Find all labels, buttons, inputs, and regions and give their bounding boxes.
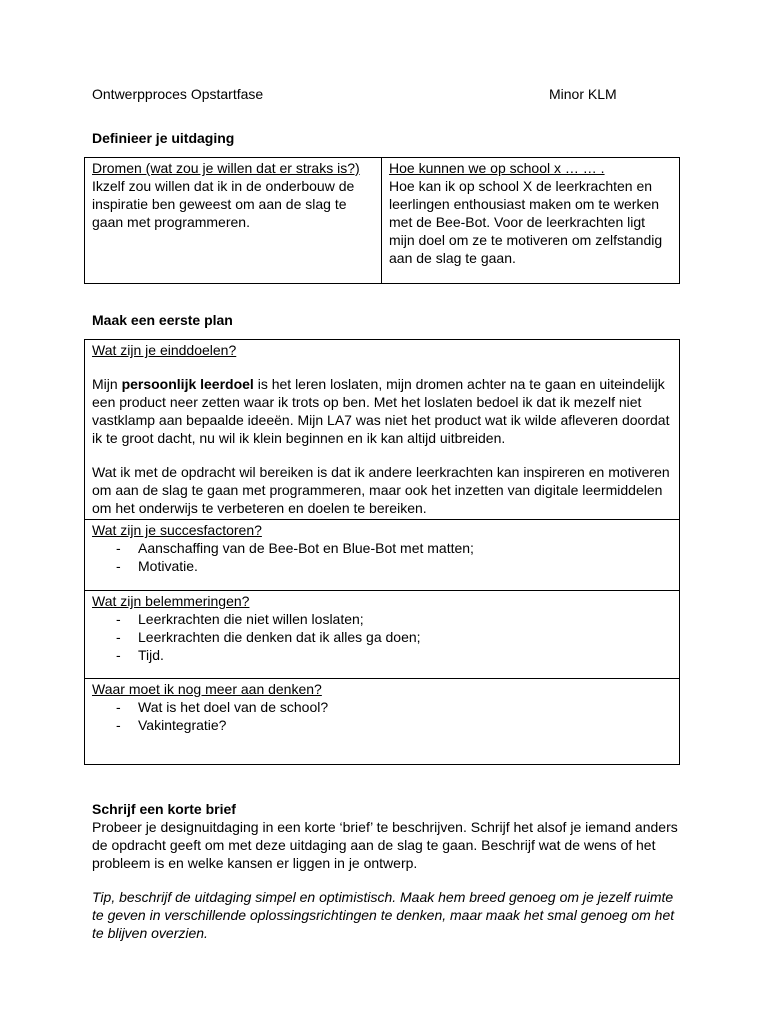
page-header — [92, 86, 676, 104]
obstacles-heading: Wat zijn belemmeringen? — [92, 593, 250, 609]
goals-paragraph-1: Mijn persoonlijk leerdoel is het leren loslaten, mijn dromen achter na te gaan en uiteindelijk een product neer zetten waar ik trots op ben. Met het loslaten bedoel ik dat ik mezelf niet vastklamp aan bepaalde ideeën. Mijn LA7 was niet het product wat ik wilde afleveren doordat ik te groot dacht, nu wil ik klein beginnen en ik kan altijd uitbreiden. — [92, 376, 670, 446]
section-title-challenge: Definieer je uitdaging — [92, 130, 235, 146]
obstacles-cell — [85, 591, 680, 679]
list-item: - Wat is het doel van de school? — [116, 698, 672, 716]
section-title-plan: Maak een eerste plan — [92, 312, 233, 328]
how-might-we-cell — [382, 158, 680, 284]
list-item: - Tijd. — [116, 646, 672, 664]
list-item: - Aanschaffing van de Bee-Bot en Blue-Bot met matten; — [116, 539, 672, 557]
challenge-table — [84, 157, 680, 284]
header-title: Ontwerpproces Opstartfase — [92, 86, 264, 102]
goals-paragraph-2: Wat ik met de opdracht wil bereiken is dat ik andere leerkrachten kan inspireren en motiveren om aan de slag te gaan met programmeren, maar ook het inzetten van digitale leermiddelen om het onderwijs te verbeteren en doelen te bereiken. — [92, 464, 670, 516]
goals-cell — [85, 340, 680, 520]
brief-section — [92, 800, 682, 942]
goals-heading: Wat zijn je einddoelen? — [92, 342, 237, 358]
success-cell — [85, 520, 680, 591]
how-might-we-heading: Hoe kunnen we op school x … … . — [389, 160, 605, 176]
learning-goal-bold: persoonlijk leerdoel — [121, 376, 254, 392]
success-heading: Wat zijn je succesfactoren? — [92, 522, 262, 538]
section-title-brief: Schrijf een korte brief — [92, 801, 236, 817]
list-item: - Motivatie. — [116, 557, 672, 575]
how-might-we-body: Hoe kan ik op school X de leerkrachten en leerlingen enthousiast maken om te werken met de Bee-Bot. Voor de leerkrachten ligt mijn doel om ze te motiveren om zelfstandig aan de slag te gaan. — [389, 178, 663, 266]
obstacles-list — [92, 610, 672, 664]
consider-heading: Waar moet ik nog meer aan denken? — [92, 681, 322, 697]
dreams-body: Ikzelf zou willen dat ik in de onderbouw de inspiratie ben geweest om aan de slag te gaan met programmeren. — [92, 178, 355, 230]
success-list — [92, 539, 672, 575]
list-item: - Leerkrachten die denken dat ik alles ga doen; — [116, 628, 672, 646]
brief-tip: Tip, beschrijf de uitdaging simpel en optimistisch. Maak hem breed genoeg om je jezelf ruimte te geven in verschillende oplossingsrichtingen te denken, maar maak het smal genoeg om het te blijven overzien. — [92, 889, 675, 941]
brief-body: Probeer je designuitdaging in een korte ‘brief’ te beschrijven. Schrijf het alsof je iemand anders de opdracht geeft om met deze uitdaging aan de slag te gaan. Beschrijf wat de wens of het probleem is en welke kansen er liggen in je ontwerp. — [92, 819, 678, 871]
list-item: - Leerkrachten die niet willen loslaten; — [116, 610, 672, 628]
consider-cell — [85, 679, 680, 765]
dreams-heading: Dromen (wat zou je willen dat er straks is?) — [92, 160, 360, 176]
header-course: Minor KLM — [549, 86, 617, 102]
consider-list — [92, 698, 672, 734]
dreams-cell — [85, 158, 382, 284]
plan-table — [84, 339, 680, 765]
list-item: - Vakintegratie? — [116, 716, 672, 734]
